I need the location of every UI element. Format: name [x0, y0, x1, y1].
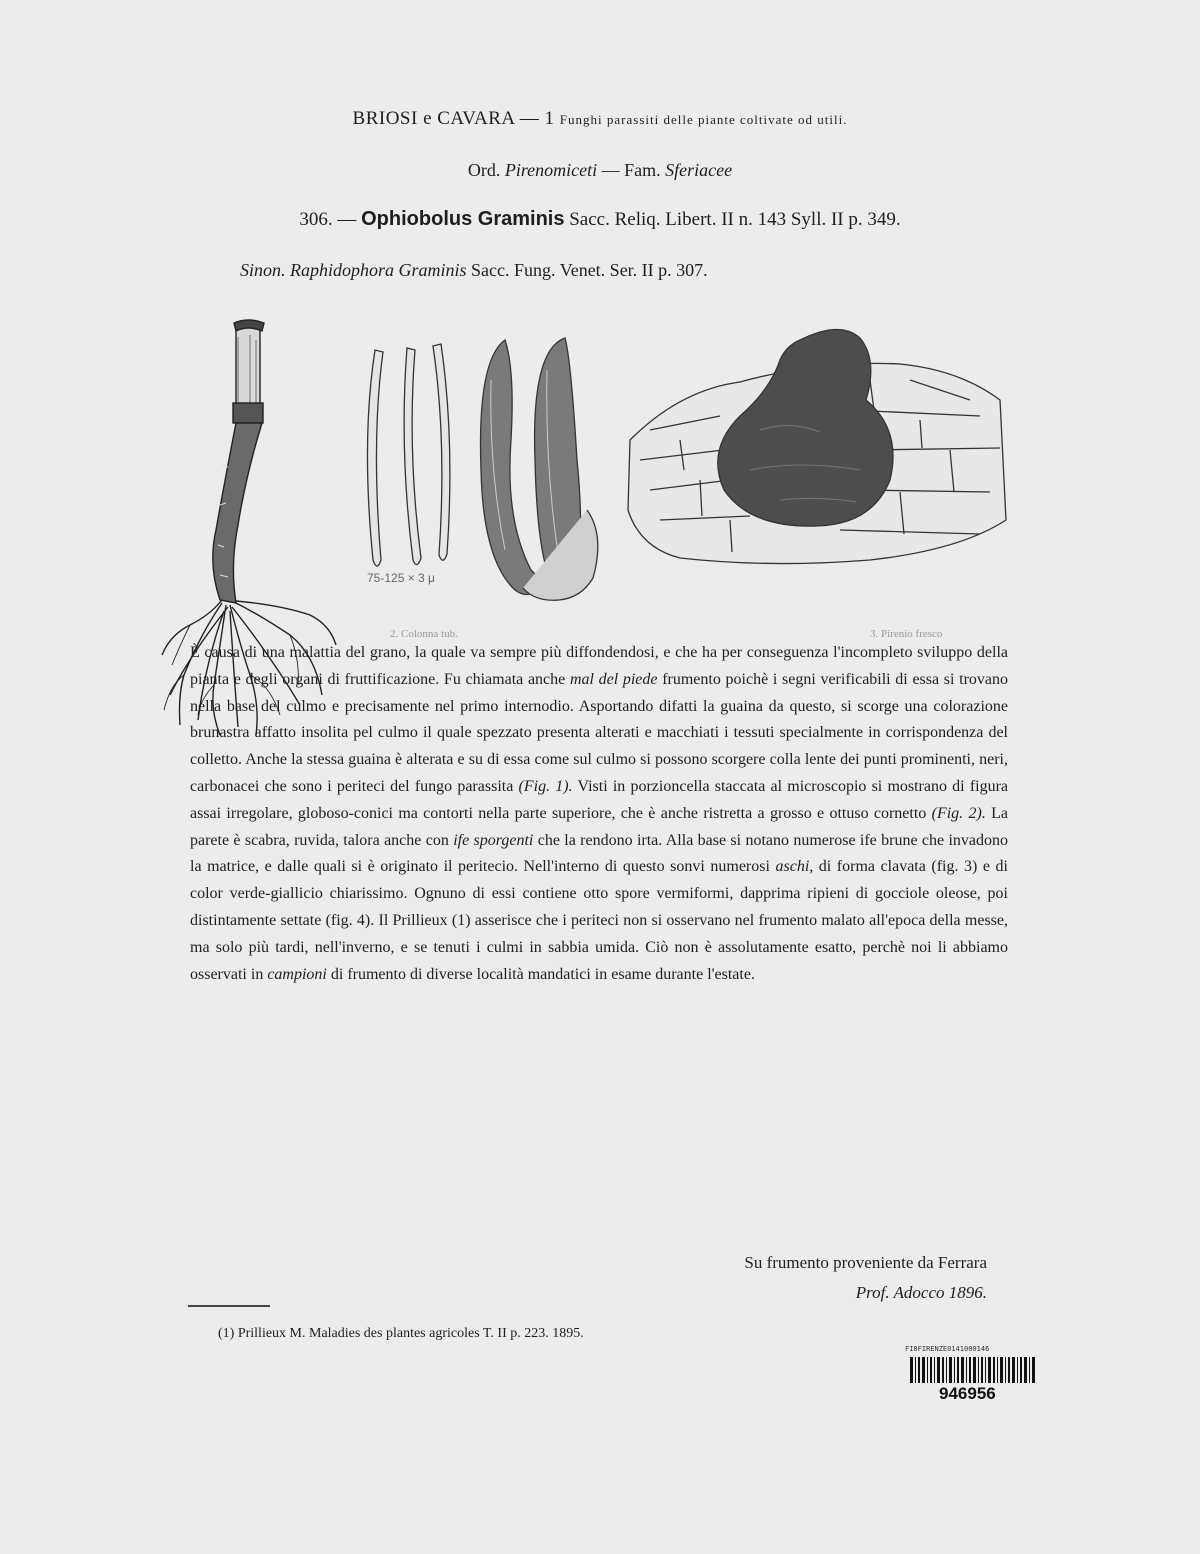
- description-paragraph: È causa di una malattia del grano, la quale va sempre più diffondendosi, e che ha per conseguenza l'incompleto sviluppo della pianta e degli organi di fruttificazione. Fu chiamata anche mal del piede frumento poichè i segni verificabili di essa si trovano nella base del culmo e precisamente nel primo internodio. Asportando difatti la guaina da questo, si scorge una colorazione brunastra affatto insolita pel culmo il quale spezzato presenta alterati e macchiati i tessuti specialmente in corrispondenza del colletto. Anche la stessa guaina è alterata e su di essa come sul culmo si possono scorgere colla lente dei punti prominenti, neri, carbonacei che sono i periteci del fungo parassita (Fig. 1). Visti in porzioncella staccata al microscopio si mostrano di figura assai irregolare, globoso-conici ma contorti nella parte superiore, che è anche ristretta a grosso e ottuso cornetto (Fig. 2). La parete è scabra, ruvida, talora anche con ife sporgenti che la rendono irta. Alla base si notano numerose ife brune che invadono la matrice, e dalle quali si è originato il peritecio. Nell'interno di questo sonvi numerosi aschi, di forma clavata (fig. 3) e di color verde-giallicio chiarissimo. Ognuno di essi contiene otto spore vermiformi, dapprima ripieni di gocciole oleose, poi distintamente settate (fig. 4). Il Prillieux (1) asserisce che i periteci non si osservano nel frumento malato all'epoca della messe, ma solo più tardi, nell'inverno, e se tenuti i culmi in sabbia umida. Ciò non è assolutamente esatto, perchè noi li abbiamo osservati in campioni di frumento di diverse località mandatici in esame durante l'estate.: [190, 644, 1009, 983]
- order-family-line: Ord. Pirenomiceti — Fam. Sferiacee: [467, 160, 733, 180]
- series-name: Funghi parassiti delle piante coltivate od utili.: [559, 112, 848, 127]
- barcode-icon: [910, 1357, 1035, 1383]
- specimen-locality: Su frumento proveniente da Ferrara Prof. Adocco 1896.: [744, 1253, 987, 1302]
- footnote-rule: [188, 1305, 270, 1307]
- species-heading: 306. — Ophiobolus Graminis Sacc. Reliq. Libert. II n. 143 Syll. II p. 349.: [299, 208, 901, 230]
- synonym-name: Raphidophora Graminis: [290, 260, 467, 280]
- figure-caption-left: 2. Colonna tub.: [390, 628, 458, 640]
- family-name: Sferiacee: [665, 160, 733, 180]
- species-name: Ophiobolus Graminis: [361, 208, 565, 230]
- species-citation: Sacc. Reliq. Libert. II n. 143 Syll. II p. 349.: [569, 209, 901, 230]
- spore-measurement: 75-125 × 3 μ: [367, 571, 435, 585]
- figure-caption-right: 3. Pirenio fresco: [870, 628, 943, 640]
- species-number: 306.: [299, 209, 333, 230]
- herbarium-barcode-label: FI0FIRENZE0141000146 946956: [905, 1345, 1040, 1407]
- barcode-number: 946956: [939, 1384, 996, 1403]
- order-name: Pirenomiceti: [504, 160, 598, 180]
- perithecium-illustration: [620, 320, 1010, 575]
- series-title: BRIOSI e CAVARA — 1 Funghi parassiti delle piante coltivate od utili.: [352, 108, 848, 129]
- spores-asci-illustration: [355, 320, 610, 610]
- synonym-line: Sinon. Raphidophora Graminis Sacc. Fung. Venet. Ser. II p. 307.: [240, 260, 708, 280]
- authors: BRIOSI e CAVARA: [352, 108, 515, 129]
- footnote: (1) Prillieux M. Maladies des plantes agricoles T. II p. 223. 1895.: [218, 1326, 584, 1341]
